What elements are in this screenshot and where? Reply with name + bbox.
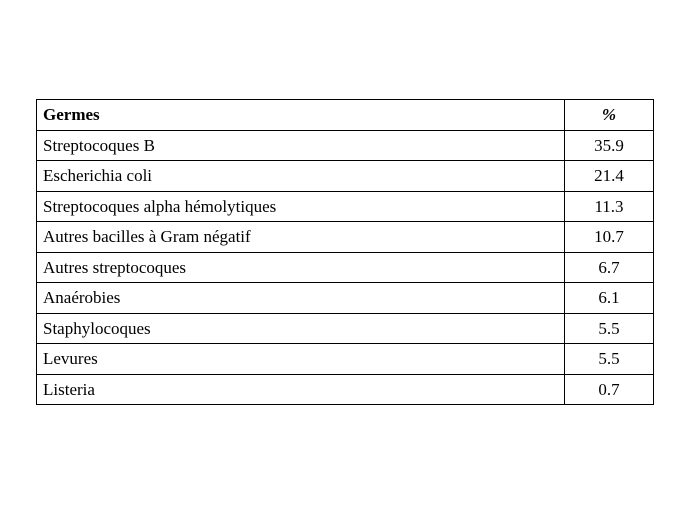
germ-name-cell: Staphylocoques — [37, 313, 565, 344]
header-percent: % — [565, 100, 654, 131]
table-row — [37, 191, 654, 222]
percent-cell: 6.1 — [565, 283, 654, 314]
percent-cell: 6.7 — [565, 252, 654, 283]
table-header-row — [37, 100, 654, 131]
table-row — [37, 252, 654, 283]
table-row — [37, 283, 654, 314]
table-row — [37, 130, 654, 161]
germ-name-cell: Streptocoques B — [37, 130, 565, 161]
percent-cell: 11.3 — [565, 191, 654, 222]
percent-cell: 10.7 — [565, 222, 654, 253]
germ-name-cell: Escherichia coli — [37, 161, 565, 192]
germ-name-cell: Listeria — [37, 374, 565, 405]
germ-name-cell: Levures — [37, 344, 565, 375]
germs-table — [36, 99, 654, 405]
table-row — [37, 313, 654, 344]
table-row — [37, 344, 654, 375]
percent-cell: 5.5 — [565, 344, 654, 375]
germ-name-cell: Anaérobies — [37, 283, 565, 314]
germ-name-cell: Streptocoques alpha hémolytiques — [37, 191, 565, 222]
header-germes: Germes — [37, 100, 565, 131]
table-row — [37, 161, 654, 192]
table-row — [37, 222, 654, 253]
germ-name-cell: Autres streptocoques — [37, 252, 565, 283]
germs-table-container — [36, 99, 653, 405]
germ-name-cell: Autres bacilles à Gram négatif — [37, 222, 565, 253]
percent-cell: 21.4 — [565, 161, 654, 192]
percent-cell: 5.5 — [565, 313, 654, 344]
percent-cell: 0.7 — [565, 374, 654, 405]
percent-cell: 35.9 — [565, 130, 654, 161]
table-row — [37, 374, 654, 405]
